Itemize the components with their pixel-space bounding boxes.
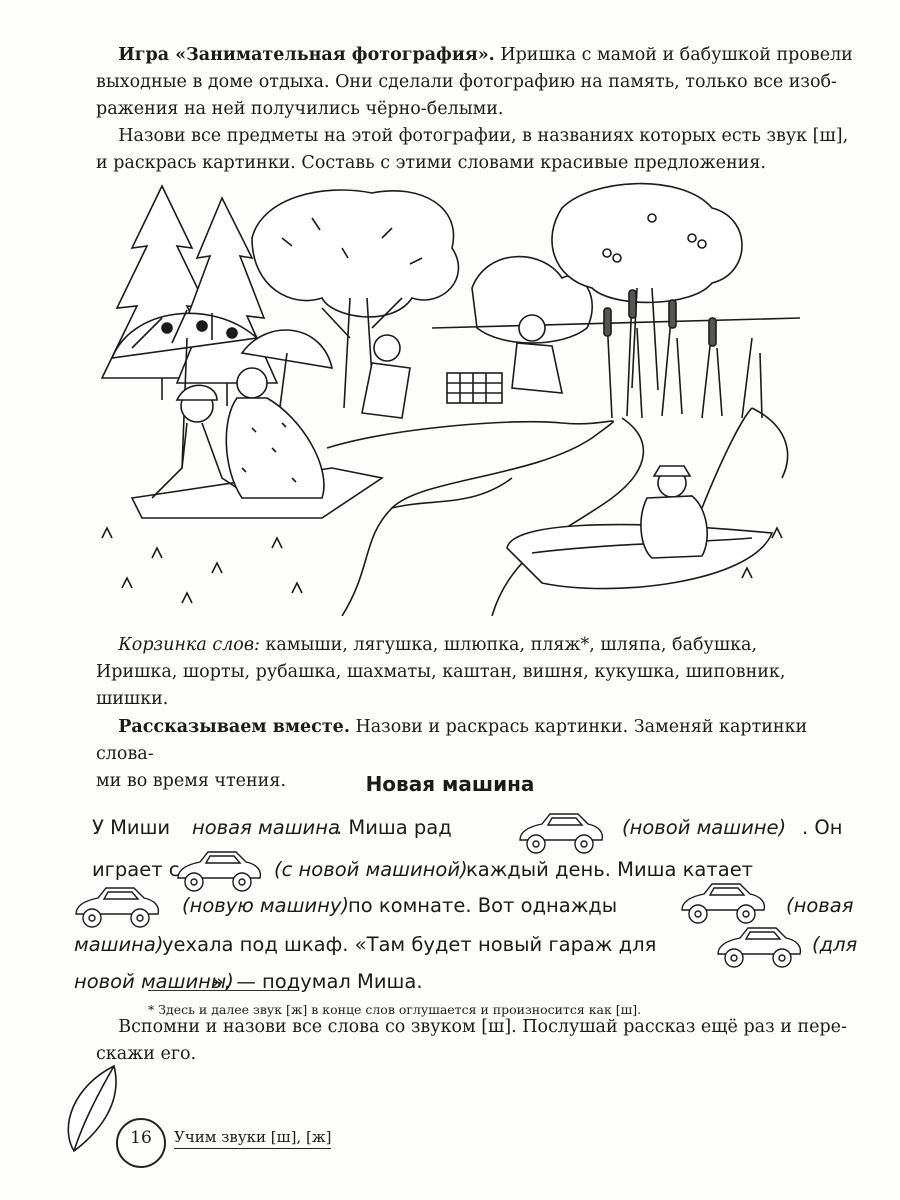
story-title: Новая машина (365, 772, 535, 796)
story-line-4: машина) уехала под шкаф. «Там будет новый гараж для (для (74, 933, 858, 956)
page-number: 16 (130, 1128, 152, 1148)
intro-paragraph: Игра «Занимательная фотография». Иришка с мамой и бабушкой провели выходные в доме отдыха. Они сделали фотографию на память, только все изоб- ражения на ней получились чёрно-белыми. (96, 45, 853, 119)
fisherman-in-boat (507, 408, 788, 589)
car-picture (514, 808, 606, 858)
footnote-rule (148, 990, 298, 991)
task-paragraph: Назови все предметы на этой фотографии, в названиях которых есть звук [ш], и раскрась картинки. Составь с этими словами красивые предложения. (96, 126, 849, 173)
game-title: Игра «Занимательная фотография». (118, 45, 495, 65)
footnote: * Здесь и далее звук [ж] в конце слов оглушается и произносится как [ш]. (148, 1002, 642, 1017)
story-line-3: (новую машину) по комнате. Вот однажды (новая (182, 894, 854, 917)
recall-paragraph: Вспомни и назови все слова со звуком [ш]. Послушай рассказ ещё раз и пере- скажи его. (96, 1017, 847, 1064)
chestnut-tree (252, 190, 458, 410)
word-basket-paragraph: Корзинка слов: камыши, лягушка, шлюпка, пляж*, шляпа, бабушка, Иришка, шорты, рубашка, шахматы, каштан, вишня, кукушка, шиповник, шишки. (96, 635, 786, 709)
story-line-1: У Миши новая машина . Миша рад (новой машине) . Он (92, 816, 843, 839)
reeds (604, 290, 762, 418)
word-basket-label: Корзинка слов: (118, 635, 260, 655)
car-picture (712, 922, 804, 972)
park-lake-illustration (92, 178, 800, 616)
girls-playing-chess (362, 315, 562, 418)
tell-together-paragraph: Рассказываем вместе. Назови и раскрась картинки. Заменяй картинки слова- ми во время чтения. (96, 717, 808, 791)
section-title: Учим звуки [ш], [ж] (174, 1128, 331, 1149)
car-picture (70, 882, 162, 932)
story-line-2: играет с (с новой машиной) каждый день. Миша катает (92, 858, 754, 881)
car-picture (172, 846, 264, 896)
car-picture (676, 878, 768, 928)
tell-together-title: Рассказываем вместе. (118, 717, 350, 737)
story-line-5: новой машины) », — подумал Миша. (74, 970, 423, 993)
